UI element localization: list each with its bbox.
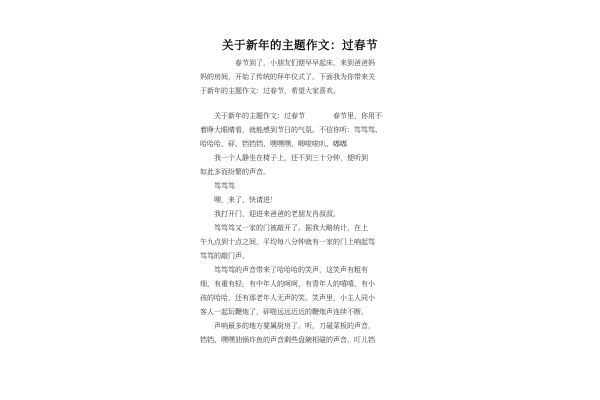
paragraph-line: 声响最多的地方要属厨房了。听，刀碰菜板的声音， [200,322,375,330]
paragraph-line: 细，有重有轻，有中年人的呵呵，有青年人的嘻嘻，有小 [200,280,375,288]
paragraph-line: 笃笃笃 [200,182,235,190]
paragraph-line: 午九点到十点之间，平均每八分钟就有一家的门上响起笃 [200,238,375,246]
paragraph-line: 妈的房间，开始了传统的拜年仪式了。下面我为你带来关 [200,73,375,81]
article-body [200,56,400,347]
page-title: 关于新年的主题作文：过春节 [222,38,378,52]
paragraph-line: 噢，来了，快请进！ [200,196,277,204]
paragraph-line: 笃笃笃的声音带来了哈哈哈的笑声，这笑声有粗有 [200,266,368,274]
paragraph-line: 春节到了，小朋友们便早早起床，来到爸爸妈 [200,59,375,67]
paragraph-line: 客人一起玩鞭炮了，砰啪远远近近的鞭炮声连续不断。 [200,308,368,316]
paragraph-line: 铛铛、嘿嘿油锅炸鱼的声音剩些盘碗相碰的声音，叮儿铛 [200,336,375,344]
paragraph-line: 我一个人静坐在椅子上，还不到三十分钟，便听到 [200,154,368,162]
paragraph-line: 关于新年的主题作文：过春节 春节里，你用不 [200,112,382,120]
paragraph-line: 孩的哈哈，还有那老年人无声的笑。笑声里，小主人同小 [200,294,375,302]
paragraph-line: 着睁大眼睛看，就能感到节日的气氛。不信你听：笃笃笃、 [200,126,382,134]
paragraph-line: 于新年的主题作文：过春节，希望大家喜欢。 [200,87,340,95]
paragraph-gap [200,98,400,109]
paragraph-line: 笃笃的敲门声。 [200,252,249,260]
paragraph-line: 笃笃笃又一家的门被敲开了。据我大略统计，在上 [200,224,368,232]
paragraph-line: 哈哈哈、砰、铛铛铛、嘿嘿嘿、唧啦啦叭、嘟嘟 [200,140,347,148]
paragraph-line: 如此多而纷繁的声音。 [200,168,270,176]
paragraph-line: 我打开门，迎进来爸爸的老朋友肖叔叔。 [200,210,340,218]
